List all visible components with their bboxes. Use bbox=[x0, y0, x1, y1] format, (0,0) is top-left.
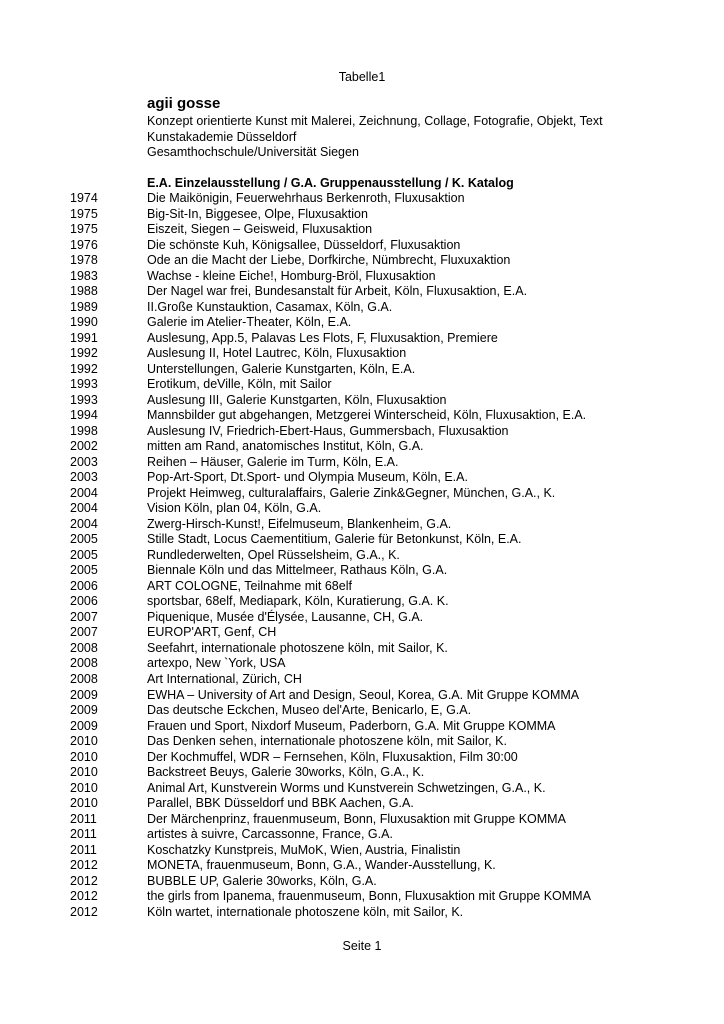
exhibition-row bbox=[0, 331, 724, 347]
exhibition-year: 2011 bbox=[70, 827, 97, 842]
exhibition-description: Der Märchenprinz, frauenmuseum, Bonn, Fluxusaktion mit Gruppe KOMMA bbox=[147, 811, 566, 826]
exhibition-row bbox=[0, 765, 724, 781]
exhibition-description: EWHA – University of Art and Design, Seoul, Korea, G.A. Mit Gruppe KOMMA bbox=[147, 687, 580, 702]
exhibition-row bbox=[0, 253, 724, 269]
exhibition-row bbox=[0, 750, 724, 766]
exhibition-year: 2005 bbox=[70, 532, 98, 547]
exhibition-description: Zwerg-Hirsch-Kunst!, Eifelmuseum, Blankenheim, G.A. bbox=[147, 516, 452, 531]
exhibition-row bbox=[0, 703, 724, 719]
exhibition-year: 1994 bbox=[70, 408, 98, 423]
exhibition-row bbox=[0, 238, 724, 254]
exhibition-description: artexpo, New `York, USA bbox=[147, 656, 286, 671]
exhibition-description: Projekt Heimweg, culturalaffairs, Galerie Zink&Gegner, München, G.A., K. bbox=[147, 485, 556, 500]
exhibition-description: Parallel, BBK Düsseldorf und BBK Aachen, G.A. bbox=[147, 796, 414, 811]
exhibition-row bbox=[0, 455, 724, 471]
exhibition-description: Auslesung, App.5, Palavas Les Flots, F, Fluxusaktion, Premiere bbox=[147, 330, 498, 345]
exhibition-year: 1983 bbox=[70, 268, 98, 283]
exhibition-description: Animal Art, Kunstverein Worms und Kunstverein Schwetzingen, G.A., K. bbox=[147, 780, 546, 795]
abbreviation-legend: E.A. Einzelausstellung / G.A. Gruppenausstellung / K. Katalog bbox=[147, 176, 514, 190]
exhibition-row bbox=[0, 734, 724, 750]
exhibition-description: Piquenique, Musée d'Élysée, Lausanne, CH, G.A. bbox=[147, 609, 424, 624]
exhibition-description: Der Kochmuffel, WDR – Fernsehen, Köln, Fluxusaktion, Film 30:00 bbox=[147, 749, 518, 764]
exhibition-year: 1978 bbox=[70, 253, 98, 268]
exhibition-year: 2008 bbox=[70, 671, 98, 686]
exhibition-description: Seefahrt, internationale photoszene köln, mit Sailor, K. bbox=[147, 640, 448, 655]
exhibition-row bbox=[0, 905, 724, 921]
exhibition-year: 1989 bbox=[70, 299, 98, 314]
exhibition-description: Backstreet Beuys, Galerie 30works, Köln, G.A., K. bbox=[147, 765, 425, 780]
exhibition-year: 2010 bbox=[70, 734, 98, 749]
exhibition-description: BUBBLE UP, Galerie 30works, Köln, G.A. bbox=[147, 873, 377, 888]
exhibition-description: EUROP'ART, Genf, CH bbox=[147, 625, 277, 640]
exhibition-description: Art International, Zürich, CH bbox=[147, 671, 302, 686]
exhibition-description: MONETA, frauenmuseum, Bonn, G.A., Wander-Ausstellung, K. bbox=[147, 858, 496, 873]
exhibition-year: 2012 bbox=[70, 858, 98, 873]
exhibition-year: 2010 bbox=[70, 796, 98, 811]
exhibition-row bbox=[0, 408, 724, 424]
exhibition-year: 2003 bbox=[70, 454, 98, 469]
exhibition-year: 1990 bbox=[70, 315, 98, 330]
exhibition-description: Koschatzky Kunstpreis, MuMoK, Wien, Austria, Finalistin bbox=[147, 842, 461, 857]
exhibition-year: 2012 bbox=[70, 873, 98, 888]
exhibition-year: 2006 bbox=[70, 594, 98, 609]
exhibition-description: ART COLOGNE, Teilnahme mit 68elf bbox=[147, 578, 352, 593]
exhibition-description: Erotikum, deVille, Köln, mit Sailor bbox=[147, 377, 332, 392]
exhibition-row bbox=[0, 486, 724, 502]
exhibition-description: Rundlederwelten, Opel Rüsselsheim, G.A., K. bbox=[147, 547, 400, 562]
exhibition-row bbox=[0, 548, 724, 564]
exhibition-row bbox=[0, 874, 724, 890]
exhibition-year: 1988 bbox=[70, 284, 98, 299]
exhibition-row bbox=[0, 424, 724, 440]
exhibition-year: 1991 bbox=[70, 330, 98, 345]
exhibition-row bbox=[0, 222, 724, 238]
exhibition-year: 1993 bbox=[70, 377, 98, 392]
exhibition-year: 2010 bbox=[70, 780, 98, 795]
exhibition-description: Auslesung III, Galerie Kunstgarten, Köln, Fluxusaktion bbox=[147, 392, 447, 407]
exhibition-year: 2011 bbox=[70, 842, 97, 857]
exhibition-row bbox=[0, 594, 724, 610]
exhibition-row bbox=[0, 517, 724, 533]
exhibition-description: Stille Stadt, Locus Caementitium, Galerie für Betonkunst, Köln, E.A. bbox=[147, 532, 522, 547]
exhibition-description: the girls from Ipanema, frauenmuseum, Bonn, Fluxusaktion mit Gruppe KOMMA bbox=[147, 889, 591, 904]
exhibition-year: 2004 bbox=[70, 501, 98, 516]
exhibition-row bbox=[0, 781, 724, 797]
exhibition-year: 2011 bbox=[70, 811, 97, 826]
exhibition-year: 2012 bbox=[70, 904, 98, 919]
exhibition-row bbox=[0, 362, 724, 378]
exhibition-row bbox=[0, 641, 724, 657]
exhibition-list bbox=[0, 191, 724, 920]
page-footer: Seite 1 bbox=[342, 939, 382, 953]
exhibition-year: 2012 bbox=[70, 889, 98, 904]
exhibition-year: 2010 bbox=[70, 749, 98, 764]
exhibition-row bbox=[0, 688, 724, 704]
exhibition-description: sportsbar, 68elf, Mediapark, Köln, Kuratierung, G.A. K. bbox=[147, 594, 449, 609]
exhibition-description: Pop-Art-Sport, Dt.Sport- und Olympia Museum, Köln, E.A. bbox=[147, 470, 468, 485]
exhibition-year: 1993 bbox=[70, 392, 98, 407]
exhibition-year: 1976 bbox=[70, 237, 98, 252]
exhibition-year: 1998 bbox=[70, 423, 98, 438]
exhibition-row bbox=[0, 284, 724, 300]
exhibition-description: Mannsbilder gut abgehangen, Metzgerei Winterscheid, Köln, Fluxusaktion, E.A. bbox=[147, 408, 587, 423]
exhibition-row bbox=[0, 207, 724, 223]
exhibition-description: Big-Sit-In, Biggesee, Olpe, Fluxusaktion bbox=[147, 206, 368, 221]
exhibition-row bbox=[0, 377, 724, 393]
exhibition-row bbox=[0, 656, 724, 672]
exhibition-year: 1992 bbox=[70, 361, 98, 376]
exhibition-row bbox=[0, 315, 724, 331]
exhibition-year: 2007 bbox=[70, 609, 98, 624]
exhibition-description: Auslesung II, Hotel Lautrec, Köln, Fluxusaktion bbox=[147, 346, 407, 361]
exhibition-year: 1975 bbox=[70, 222, 98, 237]
exhibition-year: 2005 bbox=[70, 563, 98, 578]
exhibition-description: Vision Köln, plan 04, Köln, G.A. bbox=[147, 501, 322, 516]
exhibition-year: 2002 bbox=[70, 439, 98, 454]
exhibition-row bbox=[0, 610, 724, 626]
exhibition-year: 1974 bbox=[70, 191, 98, 205]
artist-header bbox=[147, 94, 707, 161]
exhibition-row bbox=[0, 191, 724, 207]
exhibition-year: 2003 bbox=[70, 470, 98, 485]
exhibition-year: 2010 bbox=[70, 765, 98, 780]
exhibition-description: Unterstellungen, Galerie Kunstgarten, Köln, E.A. bbox=[147, 361, 416, 376]
exhibition-description: Ode an die Macht der Liebe, Dorfkirche, Nümbrecht, Fluxuxaktion bbox=[147, 253, 511, 268]
exhibition-row bbox=[0, 858, 724, 874]
exhibition-row bbox=[0, 532, 724, 548]
exhibition-row bbox=[0, 827, 724, 843]
exhibition-row bbox=[0, 470, 724, 486]
exhibition-year: 2009 bbox=[70, 687, 98, 702]
exhibition-row bbox=[0, 579, 724, 595]
artist-name: agii gosse bbox=[147, 95, 221, 112]
exhibition-row bbox=[0, 843, 724, 859]
exhibition-row bbox=[0, 796, 724, 812]
exhibition-row bbox=[0, 501, 724, 517]
exhibition-row bbox=[0, 889, 724, 905]
exhibition-description: Wachse - kleine Eiche!, Homburg-Bröl, Fluxusaktion bbox=[147, 268, 436, 283]
exhibition-row bbox=[0, 672, 724, 688]
exhibition-description: Galerie im Atelier-Theater, Köln, E.A. bbox=[147, 315, 352, 330]
exhibition-row bbox=[0, 812, 724, 828]
exhibition-year: 2009 bbox=[70, 718, 98, 733]
exhibition-year: 2004 bbox=[70, 485, 98, 500]
education-line-2: Gesamthochschule/Universität Siegen bbox=[147, 145, 359, 160]
exhibition-row bbox=[0, 439, 724, 455]
exhibition-description: Die Maikönigin, Feuerwehrhaus Berkenroth, Fluxusaktion bbox=[147, 191, 465, 205]
exhibition-year: 2008 bbox=[70, 640, 98, 655]
exhibition-row bbox=[0, 269, 724, 285]
exhibition-description: mitten am Rand, anatomisches Institut, Köln, G.A. bbox=[147, 439, 424, 454]
artist-description: Konzept orientierte Kunst mit Malerei, Zeichnung, Collage, Fotografie, Objekt, Text bbox=[147, 114, 603, 128]
exhibition-year: 2006 bbox=[70, 578, 98, 593]
exhibition-year: 1992 bbox=[70, 346, 98, 361]
exhibition-year: 2005 bbox=[70, 547, 98, 562]
exhibition-description: Köln wartet, internationale photoszene köln, mit Sailor, K. bbox=[147, 904, 464, 919]
exhibition-description: II.Große Kunstauktion, Casamax, Köln, G.A. bbox=[147, 299, 393, 314]
exhibition-description: Das Denken sehen, internationale photoszene köln, mit Sailor, K. bbox=[147, 734, 507, 749]
exhibition-description: artistes à suivre, Carcassonne, France, G.A. bbox=[147, 827, 393, 842]
exhibition-year: 2004 bbox=[70, 516, 98, 531]
exhibition-description: Das deutsche Eckchen, Museo del'Arte, Benicarlo, E, G.A. bbox=[147, 703, 472, 718]
exhibition-year: 2009 bbox=[70, 703, 98, 718]
education-line-1: Kunstakademie Düsseldorf bbox=[147, 129, 297, 144]
exhibition-description: Der Nagel war frei, Bundesanstalt für Arbeit, Köln, Fluxusaktion, E.A. bbox=[147, 284, 528, 299]
exhibition-year: 2007 bbox=[70, 625, 98, 640]
exhibition-row bbox=[0, 300, 724, 316]
exhibition-description: Eiszeit, Siegen – Geisweid, Fluxusaktion bbox=[147, 222, 373, 237]
exhibition-description: Auslesung IV, Friedrich-Ebert-Haus, Gummersbach, Fluxusaktion bbox=[147, 423, 509, 438]
exhibition-row bbox=[0, 719, 724, 735]
exhibition-row bbox=[0, 625, 724, 641]
exhibition-row bbox=[0, 563, 724, 579]
exhibition-row bbox=[0, 393, 724, 409]
exhibition-description: Frauen und Sport, Nixdorf Museum, Paderborn, G.A. Mit Gruppe KOMMA bbox=[147, 718, 556, 733]
exhibition-description: Biennale Köln und das Mittelmeer, Rathaus Köln, G.A. bbox=[147, 563, 448, 578]
exhibition-description: Reihen – Häuser, Galerie im Turm, Köln, E.A. bbox=[147, 454, 399, 469]
exhibition-year: 1975 bbox=[70, 206, 98, 221]
exhibition-year: 2008 bbox=[70, 656, 98, 671]
exhibition-row bbox=[0, 346, 724, 362]
exhibition-description: Die schönste Kuh, Königsallee, Düsseldorf, Fluxusaktion bbox=[147, 237, 461, 252]
sheet-title: Tabelle1 bbox=[338, 70, 386, 84]
